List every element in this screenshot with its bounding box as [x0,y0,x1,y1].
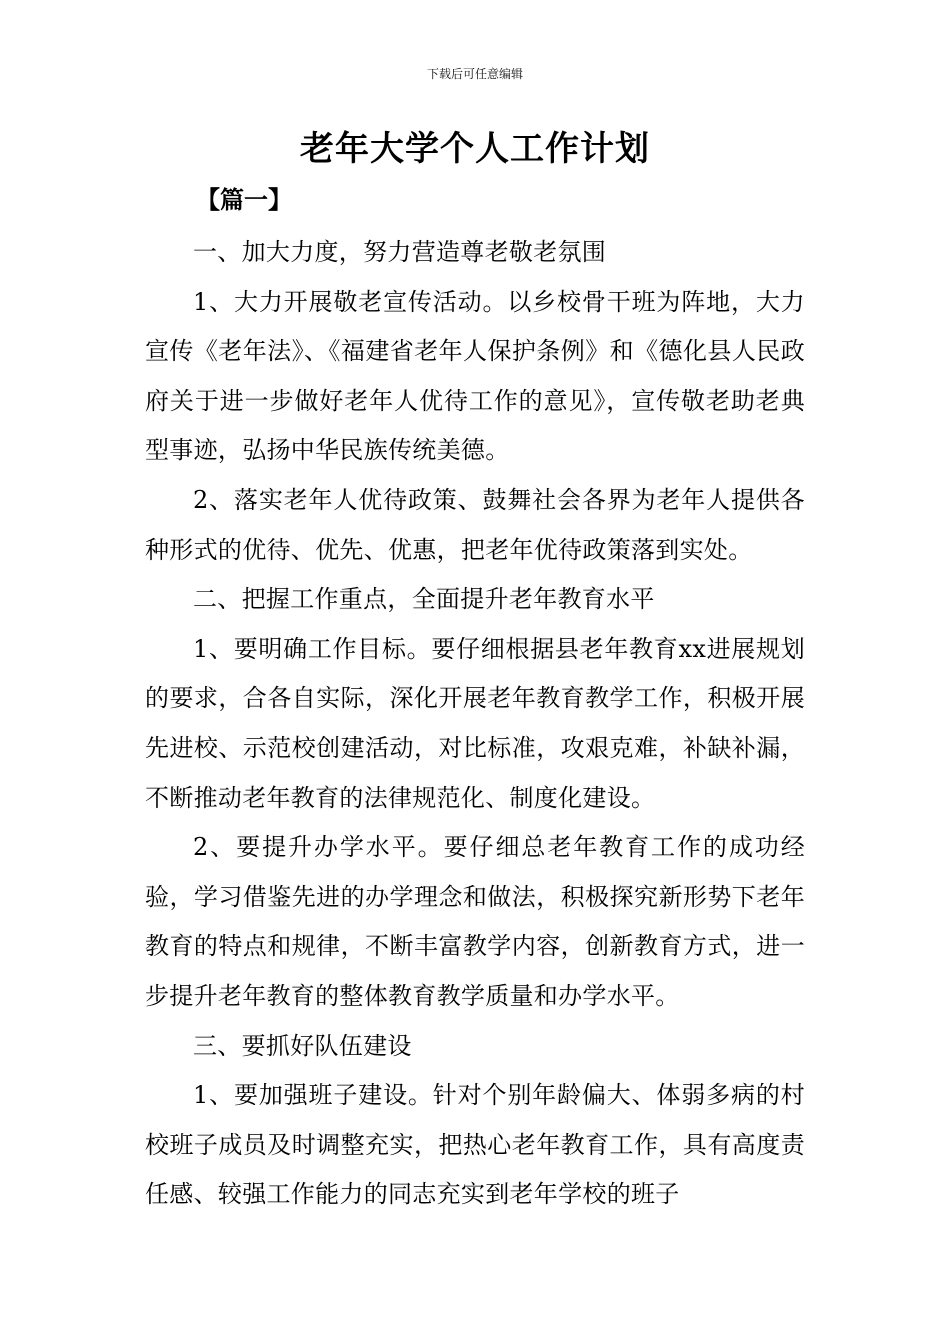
section-tag: 【篇一】 [196,185,292,214]
paragraph-1-1: 1、大力开展敬老宣传活动。以乡校骨干班为阵地，大力宣传《老年法》、《福建省老年人保护条例》和《德化县人民政府关于进一步做好老年人优待工作的意见》，宣传敬老助老典型事迹，弘扬中华民族传统美德。 [145,287,805,465]
paragraph-1-2: 2、落实老年人优待政策、鼓舞社会各界为老年人提供各种形式的优待、优先、优惠，把老年优待政策落到实处。 [145,485,805,564]
document-title: 老年大学个人工作计划 [300,129,650,169]
heading-section-3: 三、要抓好队伍建设 [193,1031,412,1060]
heading-section-1: 一、加大力度，努力营造尊老敬老氛围 [193,238,607,266]
paragraph-2-2: 2、要提升办学水平。要仔细总老年教育工作的成功经验，学习借鉴先进的办学理念和做法，积极探究新形势下老年教育的特点和规律，不断丰富教学内容，创新教育方式，进一步提升老年教育的整体教育教学质量和办学水平。 [145,833,805,1010]
heading-section-2: 二、把握工作重点，全面提升老年教育水平 [193,585,655,614]
paragraph-3-1: 1、要加强班子建设。针对个别年龄偏大、体弱多病的村校班子成员及时调整充实，把热心老年教育工作，具有高度责任感、较强工作能力的同志充实到老年学校的班子 [145,1081,805,1209]
page-header-note: 下载后可任意编辑 [426,67,523,81]
paragraph-2-1: 1、要明确工作目标。要仔细根据县老年教育xx进展规划的要求，合各自实际，深化开展老年教育教学工作，积极开展先进校、示范校创建活动，对比标准，攻艰克难，补缺补漏，不断推动老年教育的法律规范化、制度化建设。 [145,634,805,812]
document-body [145,228,805,1220]
